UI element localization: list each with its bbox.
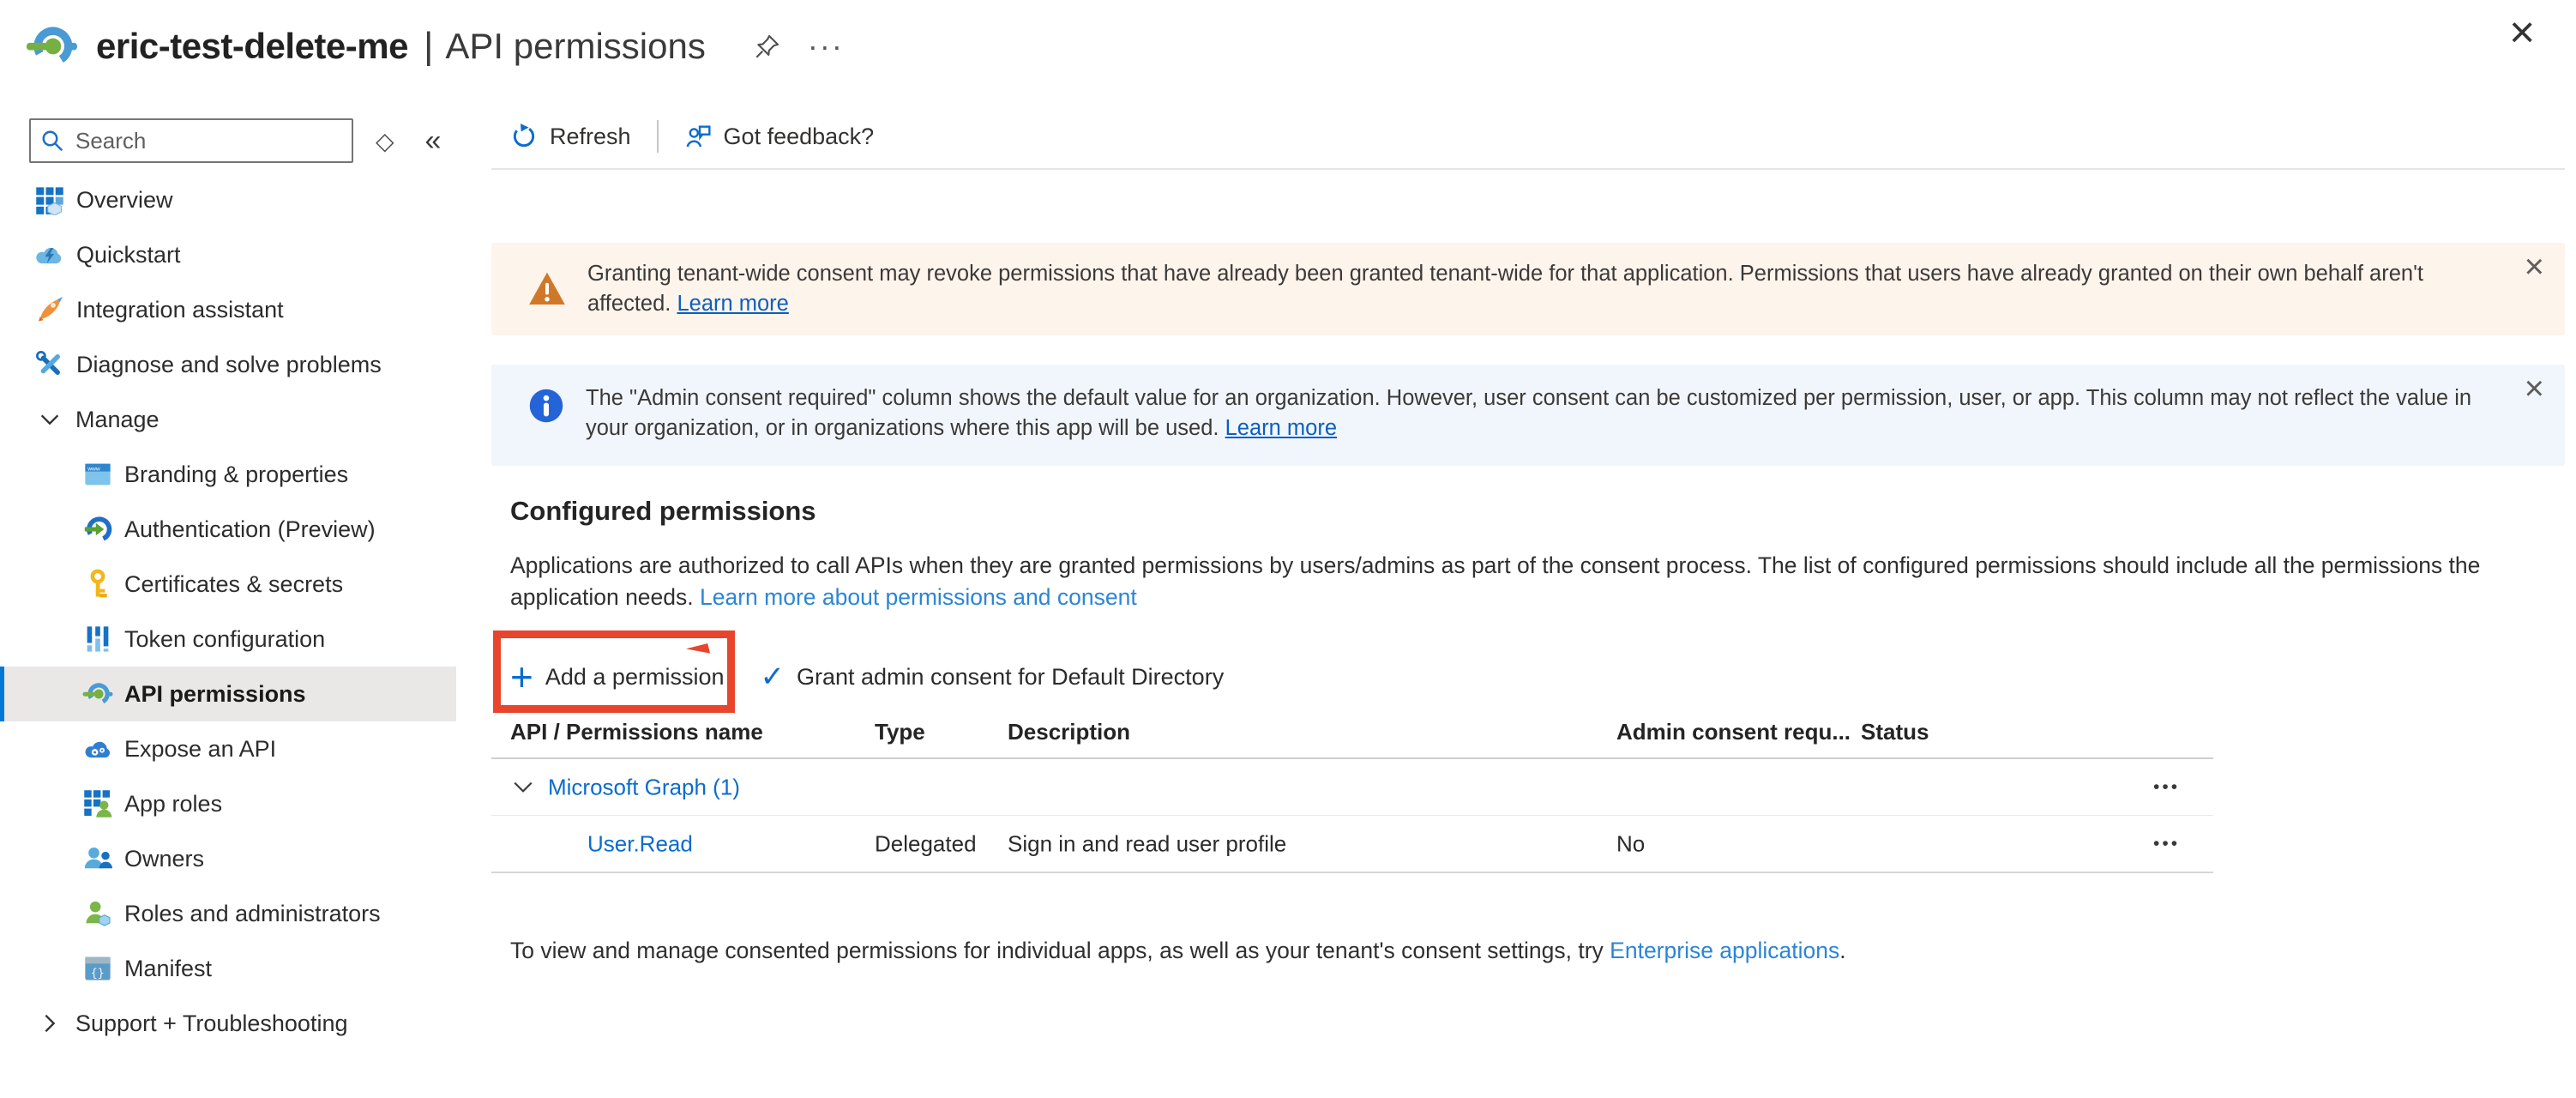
column-header-api-permissions-name[interactable]: API / Permissions name [510, 719, 763, 745]
sidebar-item-diagnose[interactable] [0, 337, 456, 392]
info-banner [491, 365, 2565, 466]
sidebar-group-manage[interactable] [0, 392, 456, 447]
sidebar-item-api-permissions[interactable] [0, 667, 456, 721]
sidebar-group-support-troubleshooting[interactable] [0, 996, 456, 1051]
check-icon: ✓ [760, 661, 785, 693]
add-permission-button[interactable] [510, 655, 725, 699]
sidebar-item-label: Roles and administrators [124, 900, 381, 926]
api-permissions-app-icon [26, 21, 77, 72]
sidebar-item-label: Diagnose and solve problems [76, 351, 382, 377]
column-header-status[interactable]: Status [1861, 719, 1929, 745]
search-box [29, 118, 353, 163]
permissions-actions [510, 650, 1224, 703]
sidebar-item-branding-properties[interactable] [0, 447, 456, 502]
page-title: API permissions [445, 26, 706, 66]
sidebar-item-label: Expose an API [124, 735, 277, 762]
svg-text:{}: {} [90, 966, 105, 980]
info-banner-text [586, 383, 2505, 443]
title-separator: | [423, 25, 434, 67]
sidebar-item-label: Authentication (Preview) [124, 516, 376, 542]
refresh-label: Refresh [550, 123, 631, 149]
app-roles-icon [82, 788, 113, 819]
rocket-icon [34, 294, 65, 325]
expose-api-icon [82, 733, 113, 764]
sidebar-item-authentication[interactable] [0, 502, 456, 557]
sidebar-item-label: Token configuration [124, 625, 326, 652]
sidebar-item-roles-administrators[interactable] [0, 886, 456, 941]
sidebar-group-label: Support + Troubleshooting [75, 1010, 348, 1036]
add-permission-label: Add a permission [545, 663, 725, 690]
close-blade-icon[interactable]: × [2509, 8, 2536, 57]
key-icon [82, 569, 113, 600]
resize-icon[interactable]: ◇ [376, 127, 394, 154]
row-context-menu-icon[interactable]: ••• [2153, 776, 2181, 797]
sidebar-item-overview[interactable] [0, 172, 456, 227]
grant-admin-consent-label: Grant admin consent for Default Directory [796, 663, 1225, 690]
api-group-link[interactable]: Microsoft Graph (1) [548, 774, 740, 799]
permission-admin-consent: No [1616, 830, 1646, 856]
grant-admin-consent-button[interactable] [760, 662, 1224, 691]
table-row-user-read[interactable] [491, 816, 2213, 872]
sidebar-item-label: Integration assistant [76, 296, 284, 323]
search-icon [39, 128, 65, 154]
app-name: eric-test-delete-me [96, 26, 408, 66]
authentication-icon [82, 514, 113, 545]
column-header-type[interactable]: Type [875, 719, 925, 745]
info-icon [527, 387, 565, 425]
plus-icon: + [510, 655, 533, 699]
permissions-consent-link[interactable]: Learn more about permissions and consent [700, 584, 1137, 610]
sidebar-item-app-roles[interactable] [0, 776, 456, 831]
footer-period: . [1839, 938, 1846, 963]
section-description-text: Applications are authorized to call APIs when they are granted permissions by users/admins as part of the consent process. The list of configured permissions should include all the permissions the application needs. [510, 552, 2481, 610]
enterprise-applications-link[interactable]: Enterprise applications [1610, 938, 1840, 963]
footer-text: To view and manage consented permissions for individual apps, as well as your tenant's consent settings, try [510, 938, 1610, 963]
refresh-icon [510, 123, 538, 150]
sidebar [0, 93, 477, 1098]
overview-icon [34, 184, 65, 215]
chevron-right-icon [38, 1011, 62, 1035]
section-title: Configured permissions [510, 496, 816, 526]
table-bottom-divider [491, 872, 2213, 873]
section-description [510, 550, 2483, 613]
sidebar-item-token-configuration[interactable] [0, 612, 456, 667]
footer-note [510, 938, 1846, 964]
warning-banner-text [587, 259, 2505, 319]
sidebar-item-label: Owners [124, 845, 205, 872]
toolbar-divider [657, 120, 659, 153]
roles-administrators-icon [82, 898, 113, 929]
sidebar-item-label: API permissions [124, 680, 306, 707]
command-bar [510, 117, 874, 156]
sidebar-item-integration-assistant[interactable] [0, 282, 456, 337]
sidebar-search-row [29, 118, 441, 163]
more-menu-icon[interactable]: ··· [807, 28, 844, 63]
column-header-description[interactable]: Description [1008, 719, 1131, 745]
refresh-button[interactable] [510, 123, 631, 150]
sidebar-group-label: Manage [75, 406, 159, 432]
quickstart-icon [34, 239, 65, 270]
sidebar-nav [0, 172, 477, 1051]
sidebar-item-label: Manifest [124, 955, 213, 981]
expand-chevron-icon[interactable] [512, 776, 534, 799]
column-header-admin-consent-required[interactable]: Admin consent requ... [1616, 719, 1851, 745]
sidebar-item-certificates-secrets[interactable] [0, 557, 456, 612]
dismiss-warning-icon[interactable]: × [2524, 248, 2544, 286]
info-text: The "Admin consent required" column shows the default value for an organization. However, user consent can be customized per permission, user, or app. This column may not reflect the value in your organization, or in organizations where this app will be used. [586, 386, 2472, 440]
token-configuration-icon [82, 624, 113, 655]
sidebar-item-label: Certificates & secrets [124, 570, 344, 597]
sidebar-item-owners[interactable] [0, 831, 456, 886]
collapse-sidebar-icon[interactable]: « [424, 124, 442, 157]
table-row-microsoft-graph[interactable] [491, 759, 2213, 815]
row-context-menu-icon[interactable]: ••• [2153, 833, 2181, 854]
sidebar-item-label: App roles [124, 790, 223, 817]
owners-icon [82, 843, 113, 874]
branding-icon [82, 459, 113, 490]
warning-banner [491, 243, 2565, 335]
sidebar-item-label: Branding & properties [124, 461, 349, 487]
info-learn-more-link[interactable]: Learn more [1225, 416, 1337, 440]
dismiss-info-icon[interactable]: × [2524, 370, 2544, 407]
feedback-icon [684, 123, 712, 150]
pin-icon[interactable] [753, 32, 782, 61]
sidebar-item-manifest[interactable] [0, 941, 456, 996]
content-divider [491, 168, 2565, 170]
warning-text: Granting tenant-wide consent may revoke permissions that have already been granted tenant-wide for that application. Permissions that users have already granted on their own behalf aren't affected. [587, 262, 2424, 316]
blade-header [0, 0, 2576, 93]
main-content [491, 93, 2576, 1098]
permission-type: Delegated [875, 830, 977, 856]
svg-text:www: www [87, 466, 100, 473]
manifest-icon [82, 953, 113, 984]
api-permissions-icon [82, 679, 113, 709]
warning-learn-more-link[interactable]: Learn more [677, 292, 789, 316]
search-input[interactable] [29, 118, 353, 163]
tools-icon [34, 349, 65, 380]
permission-name-link[interactable]: User.Read [587, 830, 693, 856]
sidebar-item-label: Quickstart [76, 241, 181, 268]
sidebar-item-quickstart[interactable] [0, 227, 456, 282]
permission-description: Sign in and read user profile [1008, 830, 1287, 856]
chevron-down-icon [38, 407, 62, 431]
sidebar-item-expose-an-api[interactable] [0, 721, 456, 776]
warning-icon [527, 269, 567, 309]
feedback-label: Got feedback? [723, 123, 875, 149]
feedback-button[interactable] [684, 123, 875, 150]
sidebar-item-label: Overview [76, 186, 173, 213]
